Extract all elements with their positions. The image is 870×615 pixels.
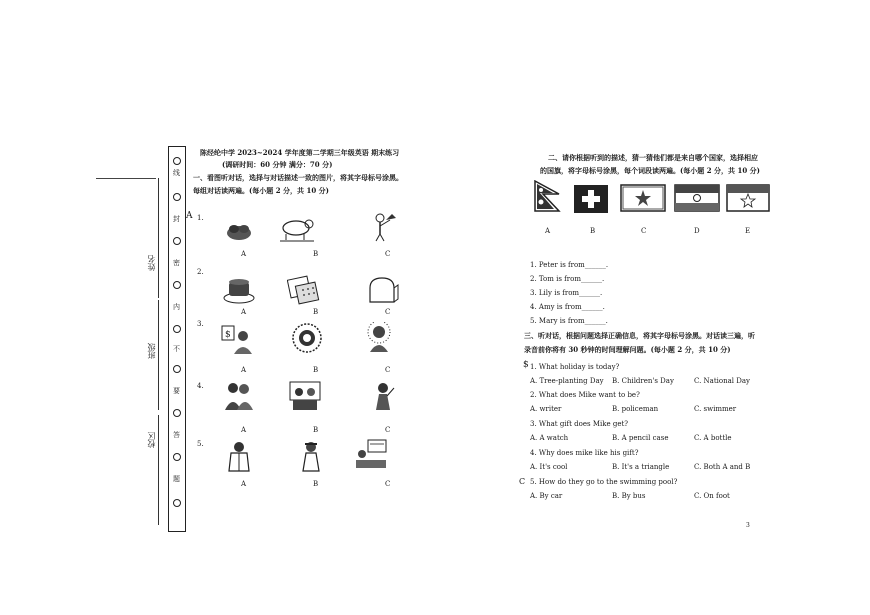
mc-option-a[interactable]: A. Tree-planting Day bbox=[530, 377, 604, 385]
mc-option-b[interactable]: B. It's a triangle bbox=[612, 463, 670, 471]
binding-hole bbox=[173, 409, 181, 417]
dream-job-icon[interactable] bbox=[220, 324, 254, 356]
bread-icon[interactable] bbox=[366, 274, 400, 306]
mc-question-text: 3. What gift does Mike get? bbox=[530, 420, 629, 428]
binding-strip bbox=[168, 146, 186, 532]
binding-hole bbox=[173, 325, 181, 333]
section3-subheading: 录音前你将有 30 秒钟的时间理解问题。(每小题 2 分，共 10 分) bbox=[524, 345, 731, 354]
kids-reading-icon[interactable] bbox=[222, 380, 256, 412]
flag-letter: B bbox=[590, 227, 596, 235]
mc-question-text: 5. How do they go to the swimming pool? bbox=[530, 478, 678, 486]
seal-char: 线 bbox=[173, 169, 180, 177]
nurse-icon[interactable] bbox=[294, 440, 328, 472]
option-letter: A bbox=[241, 480, 247, 488]
fill-item[interactable]: 3. Lily is from______. bbox=[530, 289, 603, 297]
option-letter: B bbox=[313, 308, 319, 316]
boy-sun-icon[interactable] bbox=[362, 322, 396, 354]
option-letter: A bbox=[241, 250, 247, 258]
mc-option-b[interactable]: B. policeman bbox=[612, 405, 659, 413]
flag-letter: C bbox=[641, 227, 647, 235]
mc-option-b[interactable]: B. By bus bbox=[612, 492, 646, 500]
binding-hole bbox=[173, 237, 181, 245]
mc-option-a[interactable]: A. writer bbox=[530, 405, 562, 413]
flag-letter: D bbox=[694, 227, 700, 235]
mc-option-c[interactable]: C. swimmer bbox=[694, 405, 737, 413]
tree-planting-icon[interactable] bbox=[366, 210, 400, 242]
circle-flag-icon[interactable] bbox=[674, 184, 720, 212]
option-letter: C bbox=[385, 426, 391, 434]
class-label: 班级 bbox=[147, 343, 156, 359]
ice-cream-icon[interactable] bbox=[222, 215, 256, 247]
girl-waving-icon[interactable] bbox=[366, 380, 400, 412]
seal-char: 答 bbox=[173, 431, 180, 439]
seal-char: 题 bbox=[173, 475, 180, 483]
crackers-icon[interactable] bbox=[287, 274, 321, 306]
polar-bear-icon[interactable] bbox=[280, 212, 314, 244]
flag-letter: E bbox=[745, 227, 751, 235]
star-flag-icon[interactable] bbox=[620, 184, 666, 212]
mc-option-b[interactable]: B. A pencil case bbox=[612, 434, 669, 442]
seal-char: 密 bbox=[173, 259, 180, 267]
question-number: 1. bbox=[197, 214, 204, 222]
option-letter: C bbox=[385, 480, 391, 488]
svg-text:$: $ bbox=[225, 330, 231, 340]
nepal-flag-icon[interactable] bbox=[533, 180, 563, 214]
name-label: 姓名 bbox=[147, 255, 156, 271]
option-letter: B bbox=[313, 366, 319, 374]
option-letter: C bbox=[385, 366, 391, 374]
binding-hole bbox=[173, 453, 181, 461]
mc-question-text: 4. Why does mike like his gift? bbox=[530, 449, 639, 457]
taichi-icon[interactable] bbox=[290, 322, 324, 354]
mc-option-c[interactable]: C. Both A and B bbox=[694, 463, 751, 471]
option-letter: B bbox=[313, 426, 319, 434]
fill-item[interactable]: 4. Amy is from______. bbox=[530, 303, 605, 311]
section2-subheading: 的国旗，将字母标号涂黑，每个词段读两遍。(每小题 2 分，共 10 分) bbox=[540, 166, 760, 175]
classroom-icon[interactable] bbox=[354, 438, 388, 470]
class-underline bbox=[158, 300, 159, 410]
mc-question-text: 1. What holiday is today? bbox=[530, 363, 620, 371]
flag-letter: A bbox=[545, 227, 551, 235]
stripe-star-flag-icon[interactable] bbox=[726, 184, 770, 212]
campus-underline bbox=[158, 415, 159, 525]
exam-time-info: (调研时间：60 分钟 满分：70 分) bbox=[222, 160, 333, 169]
mc-option-b[interactable]: B. Children's Day bbox=[612, 377, 674, 385]
option-letter: A bbox=[241, 366, 247, 374]
section2-heading: 二、请你根据听到的描述，猜一猜他们都是来自哪个国家，选择相应 bbox=[548, 153, 758, 162]
seal-char: 要 bbox=[173, 387, 180, 395]
mc-option-c[interactable]: C. National Day bbox=[694, 377, 751, 385]
option-letter: C bbox=[385, 308, 391, 316]
section1-subheading: 每组对话读两遍。(每小题 2 分，共 10 分) bbox=[193, 186, 329, 195]
mc-option-c[interactable]: C. On foot bbox=[694, 492, 730, 500]
scan-stray-line bbox=[96, 178, 156, 179]
option-letter: C bbox=[385, 250, 391, 258]
swiss-flag-icon[interactable] bbox=[573, 184, 609, 214]
option-letter: B bbox=[313, 480, 319, 488]
mc-question-text: 2. What does Mike want to be? bbox=[530, 391, 640, 399]
option-letter: A bbox=[241, 308, 247, 316]
name-underline bbox=[158, 178, 159, 298]
fill-item[interactable]: 5. Mary is from______. bbox=[530, 317, 608, 325]
binding-hole bbox=[173, 499, 181, 507]
doctor-icon[interactable] bbox=[222, 440, 256, 472]
mc-option-c[interactable]: C. A bottle bbox=[694, 434, 732, 442]
binding-hole bbox=[173, 193, 181, 201]
binding-hole bbox=[173, 281, 181, 289]
option-letter: A bbox=[241, 426, 247, 434]
pancakes-icon[interactable] bbox=[222, 274, 256, 306]
question-number: 4. bbox=[197, 382, 204, 390]
question-number: 2. bbox=[197, 268, 204, 276]
binding-hole bbox=[173, 157, 181, 165]
campus-label: 校区 bbox=[147, 432, 156, 448]
section3-heading: 三、听对话，根据问题选择正确信息，将其字母标号涂黑。对话读三遍，听 bbox=[524, 331, 755, 340]
option-letter: B bbox=[313, 250, 319, 258]
fill-item[interactable]: 1. Peter is from______. bbox=[530, 261, 609, 269]
margin-mark: A bbox=[186, 211, 193, 221]
seal-char: 内 bbox=[173, 303, 180, 311]
fill-item[interactable]: 2. Tom is from______. bbox=[530, 275, 605, 283]
seal-char: 封 bbox=[173, 215, 180, 223]
exam-title: 陈经纶中学 2023~2024 学年度第二学期三年级英语 期末练习 bbox=[200, 148, 400, 157]
handwritten-mark: $ bbox=[523, 360, 529, 370]
friends-icon[interactable] bbox=[288, 380, 322, 412]
mc-option-a[interactable]: A. By car bbox=[530, 492, 563, 500]
question-number: 3. bbox=[197, 320, 204, 328]
binding-hole bbox=[173, 365, 181, 373]
mc-option-a[interactable]: A. It's cool bbox=[530, 463, 568, 471]
handwritten-mark: C bbox=[519, 477, 526, 486]
page-number: 3 bbox=[746, 522, 750, 529]
seal-char: 不 bbox=[173, 345, 180, 353]
question-number: 5. bbox=[197, 440, 204, 448]
section1-heading: 一、看图听对话，选择与对话描述一致的图片，将其字母标号涂黑。 bbox=[193, 173, 403, 182]
mc-option-a[interactable]: A. A watch bbox=[530, 434, 569, 442]
